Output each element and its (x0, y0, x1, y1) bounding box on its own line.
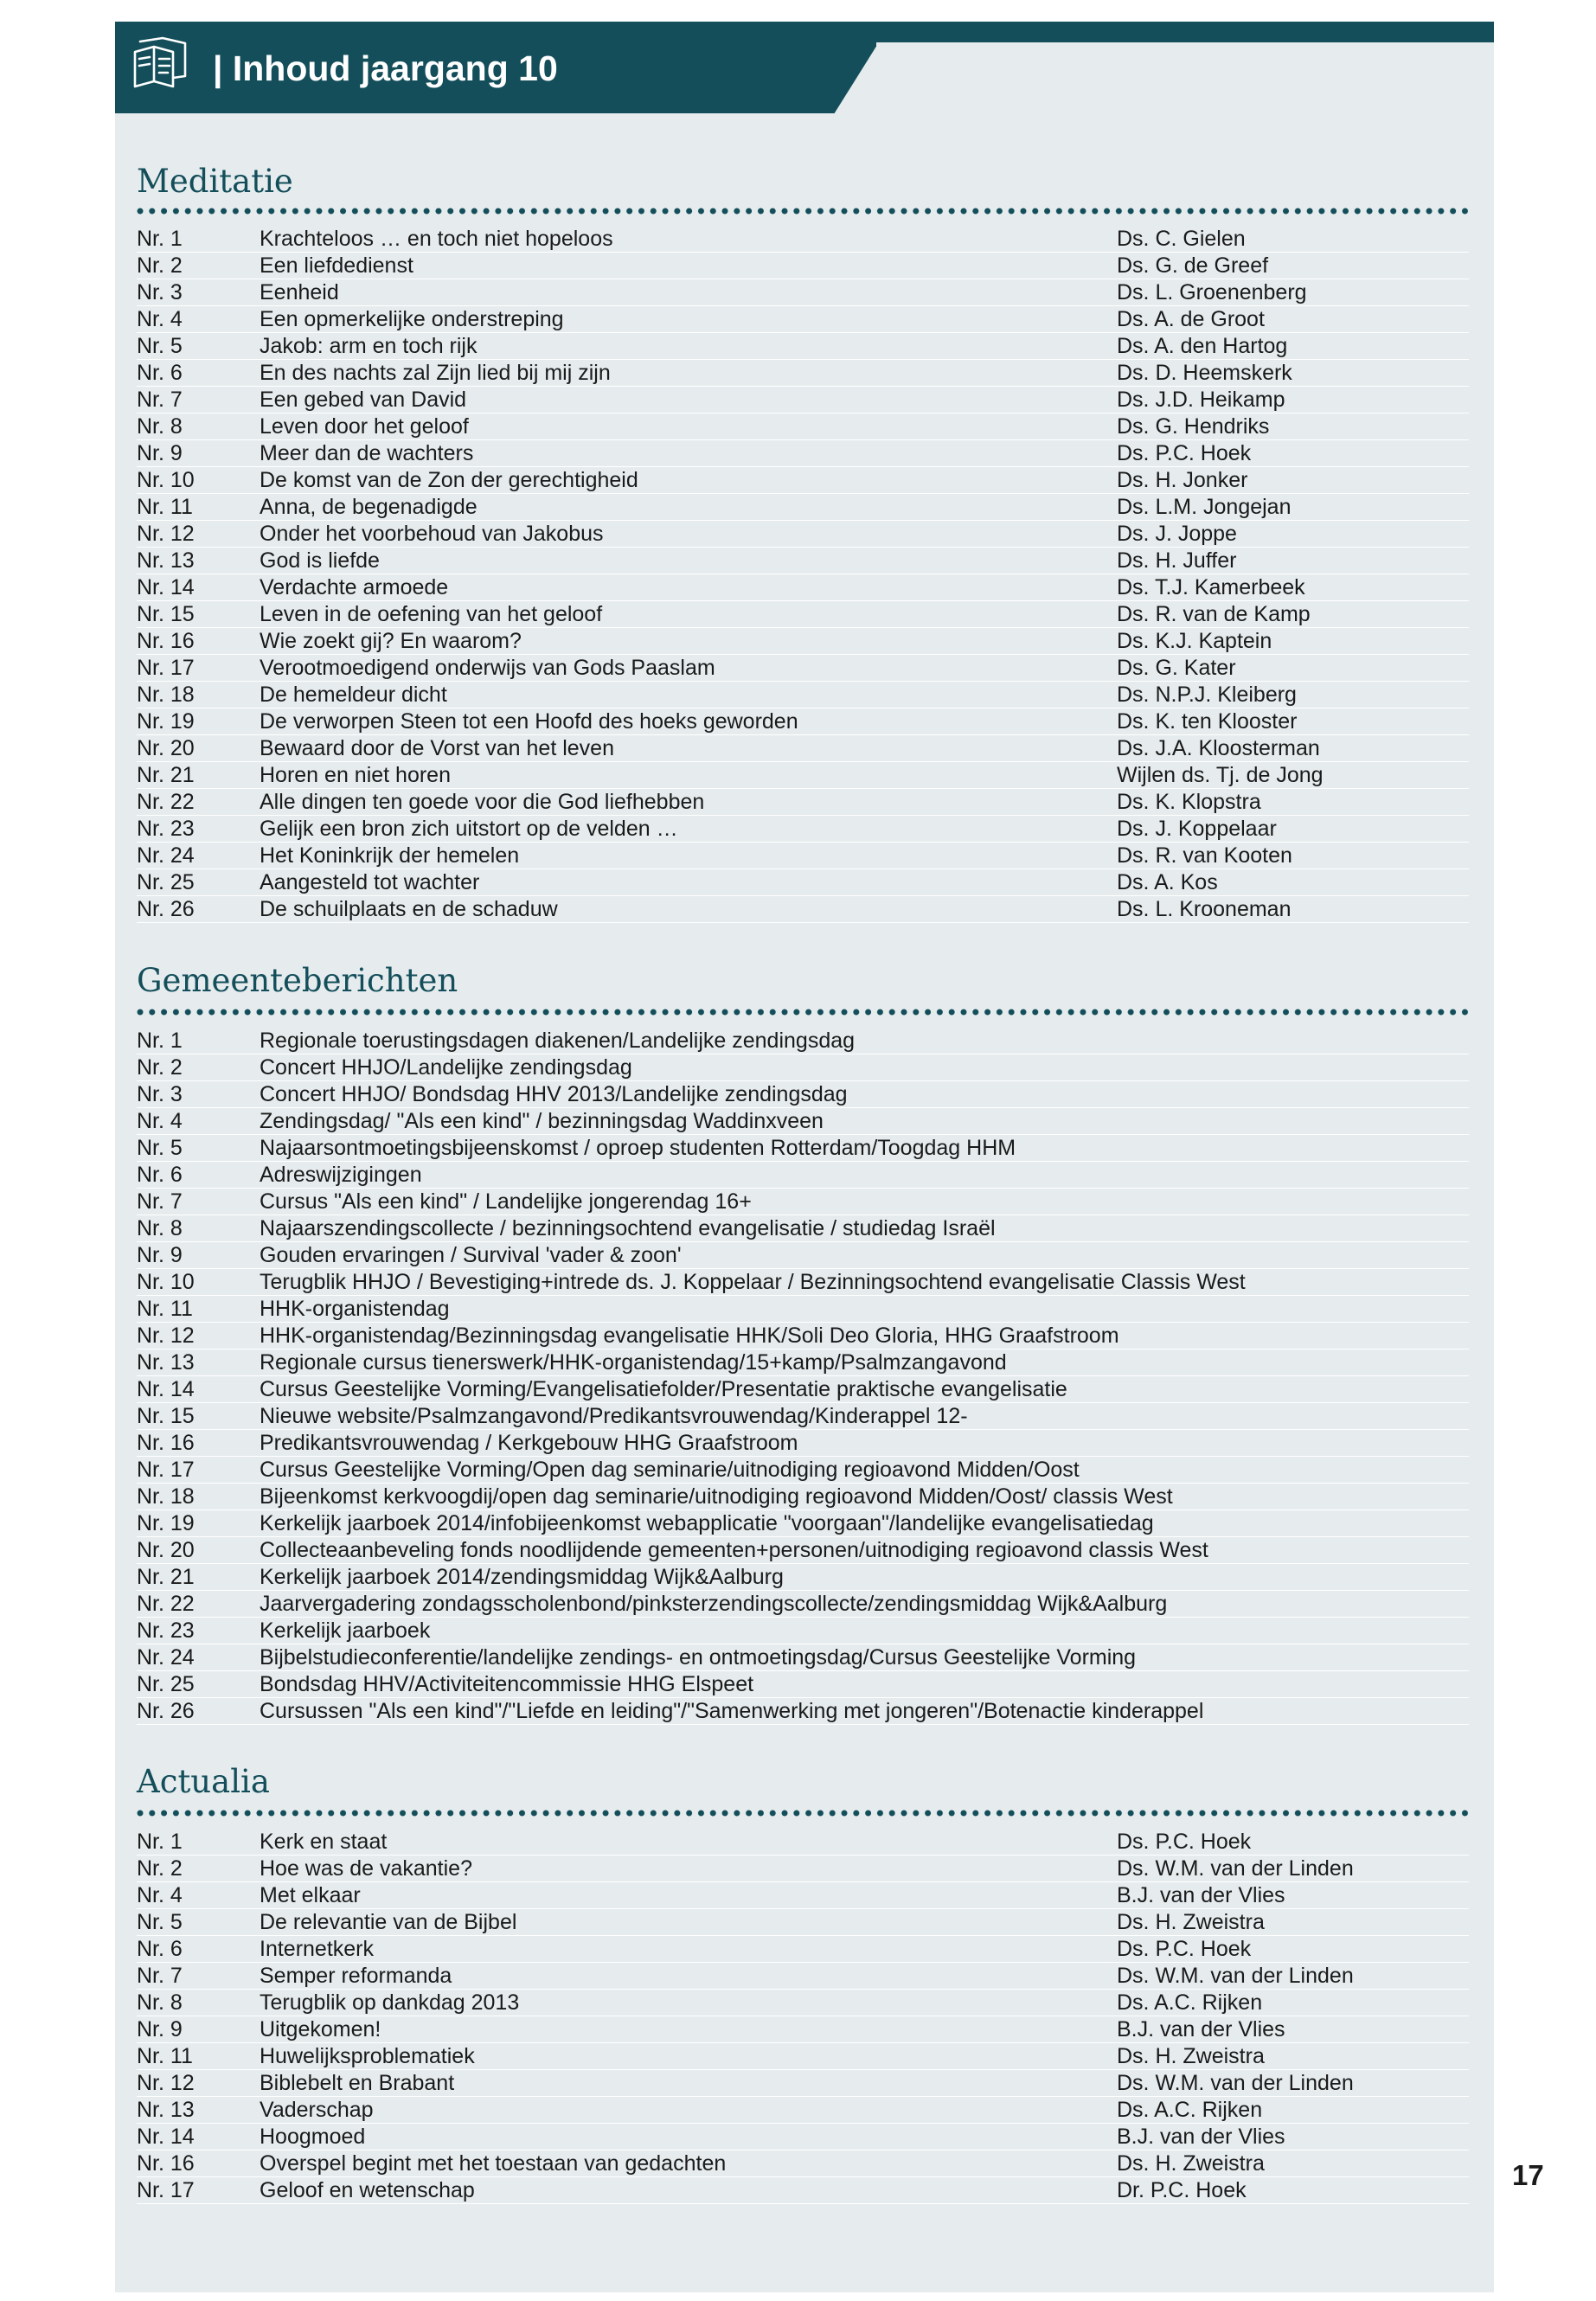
row-nr: Nr. 7 (137, 388, 183, 412)
row-author: Ds. A. den Hartog (1117, 334, 1288, 358)
row-nr: Nr. 16 (137, 629, 195, 653)
row-author: Ds. R. van Kooten (1117, 843, 1292, 868)
table-row (137, 628, 1469, 655)
table-row (137, 440, 1469, 467)
row-nr: Nr. 17 (137, 656, 195, 680)
row-author: Ds. C. Gielen (1117, 227, 1246, 251)
row-title: De hemeldeur dicht (260, 683, 447, 707)
table-row (137, 2097, 1469, 2124)
row-title: En des nachts zal Zijn lied bij mij zijn (260, 361, 611, 385)
row-nr: Nr. 26 (137, 897, 195, 921)
row-nr: Nr. 4 (137, 1109, 183, 1133)
row-title: De relevantie van de Bijbel (260, 1910, 517, 1934)
row-nr: Nr. 13 (137, 2098, 195, 2122)
row-nr: Nr. 9 (137, 2017, 183, 2041)
dotted-divider (137, 208, 1469, 215)
table-row (137, 1936, 1469, 1963)
row-title: Vaderschap (260, 2098, 374, 2122)
row-nr: Nr. 11 (137, 1297, 193, 1321)
row-nr: Nr. 3 (137, 280, 183, 304)
row-author: Ds. J.A. Kloosterman (1117, 736, 1320, 760)
table-row (137, 360, 1469, 387)
row-title: Verootmoedigend onderwijs van Gods Paaslam (260, 656, 715, 680)
meditatie-list (137, 226, 1469, 923)
row-title: Terugblik op dankdag 2013 (260, 1990, 520, 2015)
row-title: HHK-organistendag (260, 1297, 450, 1321)
table-row (137, 1698, 1469, 1725)
row-nr: Nr. 6 (137, 361, 183, 385)
row-title: Terugblik HHJO / Bevestiging+intrede ds. J. Koppelaar / Bezinningsochtend evangelisatie Classis West (260, 1270, 1246, 1294)
table-row (137, 1349, 1469, 1376)
table-row (137, 279, 1469, 306)
row-author: Ds. H. Zweistra (1117, 1910, 1265, 1934)
row-author: B.J. van der Vlies (1117, 1883, 1285, 1907)
row-nr: Nr. 6 (137, 1163, 183, 1187)
row-title: Regionale toerustingsdagen diakenen/Landelijke zendingsdag (260, 1029, 856, 1053)
row-title: Uitgekomen! (260, 2017, 381, 2041)
row-author: Ds. G. Hendriks (1117, 414, 1270, 439)
row-title: God is liefde (260, 548, 380, 573)
table-row (137, 1564, 1469, 1591)
row-author: Ds. K.J. Kaptein (1117, 629, 1272, 653)
row-title: Leven door het geloof (260, 414, 469, 439)
row-nr: Nr. 19 (137, 709, 195, 734)
row-nr: Nr. 11 (137, 2044, 193, 2068)
table-row (137, 1296, 1469, 1323)
row-nr: Nr. 17 (137, 1458, 195, 1482)
row-nr: Nr. 5 (137, 334, 183, 358)
table-row (137, 1054, 1469, 1081)
row-nr: Nr. 7 (137, 1189, 183, 1214)
section-title-actualia: Actualia (137, 1763, 270, 1800)
row-author: Wijlen ds. Tj. de Jong (1117, 763, 1324, 787)
row-nr: Nr. 19 (137, 1511, 195, 1535)
row-title: Bijbelstudieconferentie/landelijke zendings- en ontmoetingsdag/Cursus Geestelijke Vorming (260, 1645, 1137, 1670)
row-title: Met elkaar (260, 1883, 361, 1907)
row-nr: Nr. 4 (137, 1883, 183, 1907)
row-author: Ds. J. Joppe (1117, 522, 1237, 546)
row-nr: Nr. 23 (137, 1618, 195, 1643)
table-row (137, 306, 1469, 333)
row-author: Ds. K. Klopstra (1117, 790, 1261, 814)
row-nr: Nr. 10 (137, 468, 195, 492)
table-row (137, 896, 1469, 923)
row-title: Het Koninkrijk der hemelen (260, 843, 520, 868)
row-author: B.J. van der Vlies (1117, 2125, 1285, 2149)
row-nr: Nr. 22 (137, 790, 195, 814)
table-row (137, 682, 1469, 708)
row-author: Ds. L. Krooneman (1117, 897, 1292, 921)
table-row (137, 655, 1469, 682)
row-nr: Nr. 24 (137, 843, 195, 868)
section-title-gemeenteberichten: Gemeenteberichten (137, 962, 458, 999)
table-row (137, 1644, 1469, 1671)
table-row (137, 708, 1469, 735)
row-title: Bewaard door de Vorst van het leven (260, 736, 614, 760)
row-title: Verdachte armoede (260, 575, 449, 599)
row-title: Kerkelijk jaarboek 2014/zendingsmiddag Wijk&Aalburg (260, 1565, 784, 1589)
row-title: Internetkerk (260, 1937, 375, 1961)
table-row (137, 843, 1469, 869)
row-author: Ds. P.C. Hoek (1117, 1830, 1252, 1854)
table-row (137, 2150, 1469, 2177)
row-author: Ds. W.M. van der Linden (1117, 1964, 1354, 1988)
row-title: Najaarsontmoetingsbijeenskomst / oproep studenten Rotterdam/Toogdag HHM (260, 1136, 1016, 1160)
table-row (137, 1028, 1469, 1054)
table-row (137, 494, 1469, 521)
row-author: Dr. P.C. Hoek (1117, 2178, 1247, 2202)
row-nr: Nr. 16 (137, 2151, 195, 2176)
row-title: Meer dan de wachters (260, 441, 474, 465)
table-row (137, 548, 1469, 574)
row-author: Ds. W.M. van der Linden (1117, 2071, 1354, 2095)
row-nr: Nr. 14 (137, 1377, 195, 1401)
row-title: Kerk en staat (260, 1830, 388, 1854)
table-row (137, 1671, 1469, 1698)
row-title: Kerkelijk jaarboek (260, 1618, 431, 1643)
row-title: Een gebed van David (260, 388, 467, 412)
row-nr: Nr. 5 (137, 1136, 183, 1160)
dotted-divider (137, 1009, 1469, 1016)
row-title: Regionale cursus tienerswerk/HHK-organistendag/15+kamp/Psalmzangavond (260, 1350, 1007, 1375)
table-row (137, 2177, 1469, 2204)
row-nr: Nr. 7 (137, 1964, 183, 1988)
row-nr: Nr. 4 (137, 307, 183, 331)
table-row (137, 1189, 1469, 1215)
table-row (137, 1135, 1469, 1162)
table-row (137, 226, 1469, 253)
row-nr: Nr. 21 (137, 763, 195, 787)
row-nr: Nr. 14 (137, 575, 195, 599)
table-row (137, 2124, 1469, 2150)
row-title: Najaarszendingscollecte / bezinningsochtend evangelisatie / studiedag Israël (260, 1216, 996, 1240)
row-nr: Nr. 12 (137, 2071, 195, 2095)
row-title: Overspel begint met het toestaan van gedachten (260, 2151, 727, 2176)
row-author: Ds. J.D. Heikamp (1117, 388, 1285, 412)
row-title: Gouden ervaringen / Survival 'vader & zoon' (260, 1243, 682, 1267)
row-title: Cursus Geestelijke Vorming/Open dag seminarie/uitnodiging regioavond Midden/Oost (260, 1458, 1080, 1482)
table-row (137, 1990, 1469, 2016)
row-nr: Nr. 22 (137, 1592, 195, 1616)
row-nr: Nr. 12 (137, 522, 195, 546)
table-row (137, 1215, 1469, 1242)
row-title: HHK-organistendag/Bezinningsdag evangelisatie HHK/Soli Deo Gloria, HHG Graafstroom (260, 1324, 1119, 1348)
row-title: Huwelijksproblematiek (260, 2044, 475, 2068)
row-title: Cursus "Als een kind" / Landelijke jongerendag 16+ (260, 1189, 752, 1214)
row-title: Collecteaanbeveling fonds noodlijdende gemeenten+personen/uitnodiging regioavond classis West (260, 1538, 1208, 1562)
row-nr: Nr. 16 (137, 1431, 195, 1455)
row-nr: Nr. 5 (137, 1910, 183, 1934)
row-title: Alle dingen ten goede voor die God liefhebben (260, 790, 705, 814)
table-row (137, 1430, 1469, 1457)
magazine-pages-icon (128, 33, 194, 99)
table-row (137, 2016, 1469, 2043)
row-nr: Nr. 9 (137, 1243, 183, 1267)
row-author: Ds. R. van de Kamp (1117, 602, 1311, 626)
table-row (137, 1510, 1469, 1537)
row-nr: Nr. 2 (137, 1055, 183, 1080)
row-title: Jakob: arm en toch rijk (260, 334, 478, 358)
row-author: Ds. G. de Greef (1117, 253, 1269, 278)
table-row (137, 1269, 1469, 1296)
row-nr: Nr. 26 (137, 1699, 195, 1723)
row-nr: Nr. 2 (137, 253, 183, 278)
row-nr: Nr. 20 (137, 736, 195, 760)
row-title: Cursus Geestelijke Vorming/Evangelisatiefolder/Presentatie praktische evangelisatie (260, 1377, 1067, 1401)
table-row (137, 1242, 1469, 1269)
table-row (137, 1591, 1469, 1618)
row-title: Biblebelt en Brabant (260, 2071, 455, 2095)
row-title: Geloof en wetenschap (260, 2178, 475, 2202)
row-title: Leven in de oefening van het geloof (260, 602, 603, 626)
table-row (137, 869, 1469, 896)
row-nr: Nr. 25 (137, 1672, 195, 1696)
table-row (137, 1484, 1469, 1510)
row-title: Een liefdedienst (260, 253, 413, 278)
row-author: Ds. H. Zweistra (1117, 2044, 1265, 2068)
row-author: Ds. L.M. Jongejan (1117, 495, 1292, 519)
row-title: Zendingsdag/ "Als een kind" / bezinningsdag Waddinxveen (260, 1109, 824, 1133)
row-title: De komst van de Zon der gerechtigheid (260, 468, 638, 492)
table-row (137, 2070, 1469, 2097)
row-author: Ds. J. Koppelaar (1117, 817, 1277, 841)
table-row (137, 762, 1469, 789)
row-author: Ds. H. Jonker (1117, 468, 1248, 492)
row-title: Concert HHJO/ Bondsdag HHV 2013/Landelijke zendingsdag (260, 1082, 848, 1106)
row-author: Ds. P.C. Hoek (1117, 441, 1252, 465)
table-row (137, 1457, 1469, 1484)
row-nr: Nr. 1 (137, 1029, 183, 1053)
table-row (137, 1108, 1469, 1135)
row-author: Ds. N.P.J. Kleiberg (1117, 683, 1297, 707)
table-row (137, 789, 1469, 816)
row-nr: Nr. 17 (137, 2178, 195, 2202)
row-author: Ds. A.C. Rijken (1117, 2098, 1263, 2122)
row-nr: Nr. 23 (137, 817, 195, 841)
row-title: Concert HHJO/Landelijke zendingsdag (260, 1055, 632, 1080)
table-row (137, 574, 1469, 601)
row-nr: Nr. 13 (137, 1350, 195, 1375)
row-nr: Nr. 1 (137, 1830, 183, 1854)
row-title: Horen en niet horen (260, 763, 451, 787)
table-row (137, 413, 1469, 440)
table-row (137, 1403, 1469, 1430)
row-title: Onder het voorbehoud van Jakobus (260, 522, 604, 546)
row-nr: Nr. 18 (137, 683, 195, 707)
row-nr: Nr. 3 (137, 1082, 183, 1106)
row-author: Ds. P.C. Hoek (1117, 1937, 1252, 1961)
row-nr: Nr. 8 (137, 1216, 183, 1240)
row-nr: Nr. 2 (137, 1856, 183, 1881)
row-title: Adreswijzigingen (260, 1163, 422, 1187)
row-title: De verworpen Steen tot een Hoofd des hoeks geworden (260, 709, 798, 734)
row-title: Anna, de begenadigde (260, 495, 478, 519)
row-title: Bondsdag HHV/Activiteitencommissie HHG Elspeet (260, 1672, 754, 1696)
dotted-divider (137, 1810, 1469, 1817)
table-row (137, 2043, 1469, 2070)
row-title: De schuilplaats en de schaduw (260, 897, 558, 921)
table-row (137, 735, 1469, 762)
row-author: Ds. H. Zweistra (1117, 2151, 1265, 2176)
row-nr: Nr. 18 (137, 1484, 195, 1509)
row-nr: Nr. 15 (137, 602, 195, 626)
section-title-meditatie: Meditatie (137, 163, 293, 200)
row-author: Ds. A. Kos (1117, 870, 1218, 894)
row-nr: Nr. 6 (137, 1937, 183, 1961)
row-title: Gelijk een bron zich uitstort op de velden … (260, 817, 678, 841)
row-author: Ds. A.C. Rijken (1117, 1990, 1263, 2015)
row-author: Ds. L. Groenenberg (1117, 280, 1307, 304)
row-title: Wie zoekt gij? En waarom? (260, 629, 522, 653)
row-nr: Nr. 14 (137, 2125, 195, 2149)
row-nr: Nr. 12 (137, 1324, 195, 1348)
page-title: | Inhoud jaargang 10 (213, 48, 558, 88)
row-nr: Nr. 1 (137, 227, 183, 251)
row-nr: Nr. 8 (137, 1990, 183, 2015)
table-row (137, 816, 1469, 843)
table-row (137, 253, 1469, 279)
table-row (137, 1162, 1469, 1189)
table-row (137, 1323, 1469, 1349)
row-title: Hoe was de vakantie? (260, 1856, 472, 1881)
row-nr: Nr. 25 (137, 870, 195, 894)
table-row (137, 1618, 1469, 1644)
table-row (137, 1829, 1469, 1856)
table-row (137, 1856, 1469, 1882)
row-author: Ds. W.M. van der Linden (1117, 1856, 1354, 1881)
table-row (137, 1537, 1469, 1564)
row-title: Cursussen "Als een kind"/"Liefde en leiding"/"Samenwerking met jongeren"/Botenactie kinderappel (260, 1699, 1204, 1723)
row-title: Predikantsvrouwendag / Kerkgebouw HHG Graafstroom (260, 1431, 798, 1455)
table-row (137, 1882, 1469, 1909)
row-title: Nieuwe website/Psalmzangavond/Predikantsvrouwendag/Kinderappel 12- (260, 1404, 968, 1428)
gemeenteberichten-list (137, 1028, 1469, 1725)
row-nr: Nr. 11 (137, 495, 193, 519)
row-nr: Nr. 20 (137, 1538, 195, 1562)
row-title: Eenheid (260, 280, 339, 304)
row-author: Ds. K. ten Klooster (1117, 709, 1298, 734)
page-number: 17 (1512, 2159, 1544, 2191)
row-title: Een opmerkelijke onderstreping (260, 307, 564, 331)
table-row (137, 387, 1469, 413)
row-nr: Nr. 10 (137, 1270, 195, 1294)
row-author: Ds. G. Kater (1117, 656, 1236, 680)
table-row (137, 1963, 1469, 1990)
actualia-list (137, 1829, 1469, 2204)
table-row (137, 467, 1469, 494)
row-nr: Nr. 9 (137, 441, 183, 465)
table-row (137, 521, 1469, 548)
row-nr: Nr. 24 (137, 1645, 195, 1670)
row-title: Krachteloos … en toch niet hopeloos (260, 227, 613, 251)
table-row (137, 1909, 1469, 1936)
row-title: Kerkelijk jaarboek 2014/infobijeenkomst webapplicatie "voorgaan"/landelijke evangelisatiedag (260, 1511, 1154, 1535)
table-row (137, 1376, 1469, 1403)
row-nr: Nr. 21 (137, 1565, 195, 1589)
row-title: Semper reformanda (260, 1964, 452, 1988)
row-author: B.J. van der Vlies (1117, 2017, 1285, 2041)
row-title: Aangesteld tot wachter (260, 870, 480, 894)
table-row (137, 601, 1469, 628)
row-author: Ds. H. Juffer (1117, 548, 1237, 573)
row-title: Jaarvergadering zondagsscholenbond/pinksterzendingscollecte/zendingsmiddag Wijk&Aalburg (260, 1592, 1168, 1616)
row-nr: Nr. 8 (137, 414, 183, 439)
table-row (137, 333, 1469, 360)
row-nr: Nr. 15 (137, 1404, 195, 1428)
row-author: Ds. T.J. Kamerbeek (1117, 575, 1305, 599)
row-author: Ds. D. Heemskerk (1117, 361, 1292, 385)
row-title: Bijeenkomst kerkvoogdij/open dag seminarie/uitnodiging regioavond Midden/Oost/ classis West (260, 1484, 1173, 1509)
table-row (137, 1081, 1469, 1108)
row-nr: Nr. 13 (137, 548, 195, 573)
row-author: Ds. A. de Groot (1117, 307, 1265, 331)
row-title: Hoogmoed (260, 2125, 366, 2149)
